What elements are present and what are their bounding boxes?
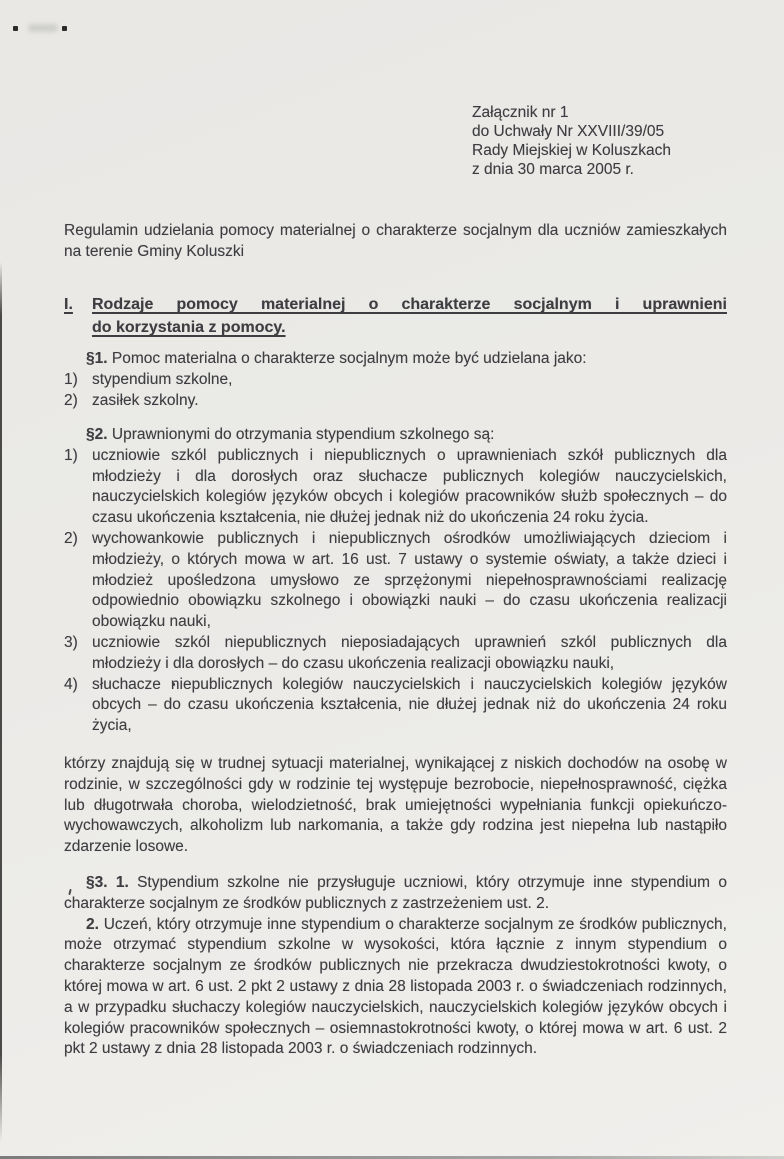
list-item bbox=[64, 633, 727, 675]
paragraph-3-ust-1-text: Stypendium szkolne nie przysługuje uczniowi, który otrzymuje inne stypendium o charakterze socjalnym ze środków publicznych z zastrzeżeniem ust. 2. bbox=[64, 874, 728, 912]
paragraph-3-ust-2-marker: 2. bbox=[86, 915, 99, 933]
section-title bbox=[92, 293, 727, 339]
paragraph-2-marker: §2. bbox=[86, 426, 108, 443]
list-item bbox=[64, 370, 727, 391]
section-numeral: I. bbox=[64, 296, 73, 313]
paragraph-2-outro bbox=[64, 754, 727, 858]
document-title: Regulamin udzielania pomocy materialnej o charakterze socjalnym dla uczniów zamieszkałych na terenie Gminy Koluszki bbox=[64, 222, 727, 260]
list-item bbox=[64, 675, 727, 737]
list-item-text: zasiłek szkolny. bbox=[92, 391, 199, 409]
list-item-number: 2) bbox=[64, 391, 78, 409]
scan-smudge bbox=[28, 24, 58, 32]
paragraph-3-ust-2-text: Uczeń, który otrzymuje inne stypendium o charakterze socjalnym ze środków publicznych, może otrzymać stypendium szkolne w wysokości, która łącznie z innym stypendium o charakterze socjalnym ze środków publicznych nie przekracza dwudziestokrotności kwoty, o której mowa w art. 6 ust. 2 pkt 2 ustawy z dnia 28 listopada 2003 r. o świadczeniach rodzinnych, a w przypadku słuchaczy kolegiów nauczycielskich, nauczycielskich kolegiów języków obcych i kolegiów pracowników społecznych – osiemnastokrotności kwoty, o której mowa w art. 6 ust. 2 pkt 2 ustawy z dnia 28 listopada 2003 r. o świadczeniach rodzinnych. bbox=[64, 915, 727, 1058]
list-item-text: uczniowie szkól niepublicznych nieposiadających uprawnień szkól publicznych dla młodzieży i dla dorosłych – do czasu ukończenia realizacji obowiązku nauki, bbox=[92, 633, 727, 672]
list-item-number: 2) bbox=[64, 529, 78, 547]
paragraph-1 bbox=[64, 349, 727, 411]
list-item bbox=[64, 446, 727, 529]
scan-edge-left bbox=[0, 262, 2, 1142]
header-line-attachment: Załącznik nr 1 bbox=[472, 104, 569, 121]
paragraph-3-marker: §3. 1. bbox=[86, 874, 129, 891]
section-title-line-1: Rodzaje pomocy materialnej o charakterze socjalnym i uprawnieni bbox=[92, 296, 727, 313]
list-item bbox=[64, 529, 727, 633]
paragraph-2-outro-text: którzy znajdują się w trudnej sytuacji materialnej, wynikającej z niskich dochodów na osobę w rodzinie, w szczególności gdy w rodzinie tej występuje bezrobocie, niepełnosprawność, ciężka lub długotrwała choroba, wielodzietność, brak umiejętności wypełniania funkcji opiekuńczo-wychowawczych, alkoholizm lub narkomania, a także gdy rodzina jest niepełna lub nastąpiło zdarzenie losowe. bbox=[64, 755, 727, 856]
list-item-number: 1) bbox=[64, 446, 78, 464]
list-item-number: 1) bbox=[64, 370, 78, 388]
paragraph-1-lead bbox=[64, 349, 727, 370]
section-title-line-2: do korzystania z pomocy. bbox=[92, 319, 286, 336]
paragraph-2-lead-text: Uprawnionymi do otrzymania stypendium szkolnego są: bbox=[111, 426, 495, 443]
paragraph-3-ust-2 bbox=[64, 915, 727, 1061]
section-i-heading bbox=[64, 293, 727, 339]
list-item bbox=[64, 391, 727, 412]
list-item-number: 4) bbox=[64, 675, 78, 693]
attachment-header bbox=[472, 103, 671, 179]
paragraph-1-lead-text: Pomoc materialna o charakterze socjalnym może być udzielana jako: bbox=[111, 350, 587, 367]
paragraph-2-lead bbox=[64, 425, 727, 446]
list-item-text: uczniowie szkól publicznych i niepublicznych o uprawnieniach szkół publicznych dla młodzieży i dla dorosłych oraz słuchacze publicznych kolegiów nauczycielskich, nauczycielskich kolegiów języków obcych i kolegiów pracowników służb społecznych – do czasu ukończenia kształcenia, nie dłużej jednak niż do ukończenia 24 roku życia. bbox=[92, 446, 727, 527]
list-item-text: wychowankowie publicznych i niepublicznych ośrodków umożliwiających dzieciom i młodzieży, o których mowa w art. 16 ust. 7 ustawy o systemie oświaty, a także dzieci i młodzież upośledzona umysłowo ze sprzężonymi niepełnosprawnościami realizację odpowiednio obowiązku szkolnego i obowiązki nauki – do czasu ukończenia realizacji obowiązku nauki, bbox=[92, 529, 727, 631]
header-line-resolution: do Uchwały Nr XXVIII/39/05 bbox=[472, 123, 665, 140]
header-line-council: Rady Miejskiej w Koluszkach bbox=[472, 142, 671, 159]
list-item-text: stypendium szkolne, bbox=[92, 370, 233, 388]
scan-speck bbox=[62, 26, 67, 31]
paragraph-3-ust-1 bbox=[64, 873, 727, 915]
list-item-number: 3) bbox=[64, 633, 78, 651]
scan-speck bbox=[13, 26, 18, 31]
list-item-text: słuchacze niepublicznych kolegiów nauczycielskich i nauczycielskich kolegiów języków obcych – do czasu ukończenia kształcenia, nie dłużej jednak niż do ukończenia 24 roku życia, bbox=[92, 675, 727, 735]
paragraph-1-marker: §1. bbox=[86, 350, 108, 367]
paragraph-3 bbox=[64, 873, 727, 1060]
header-line-date: z dnia 30 marca 2005 r. bbox=[472, 161, 634, 178]
paragraph-2 bbox=[64, 425, 727, 737]
